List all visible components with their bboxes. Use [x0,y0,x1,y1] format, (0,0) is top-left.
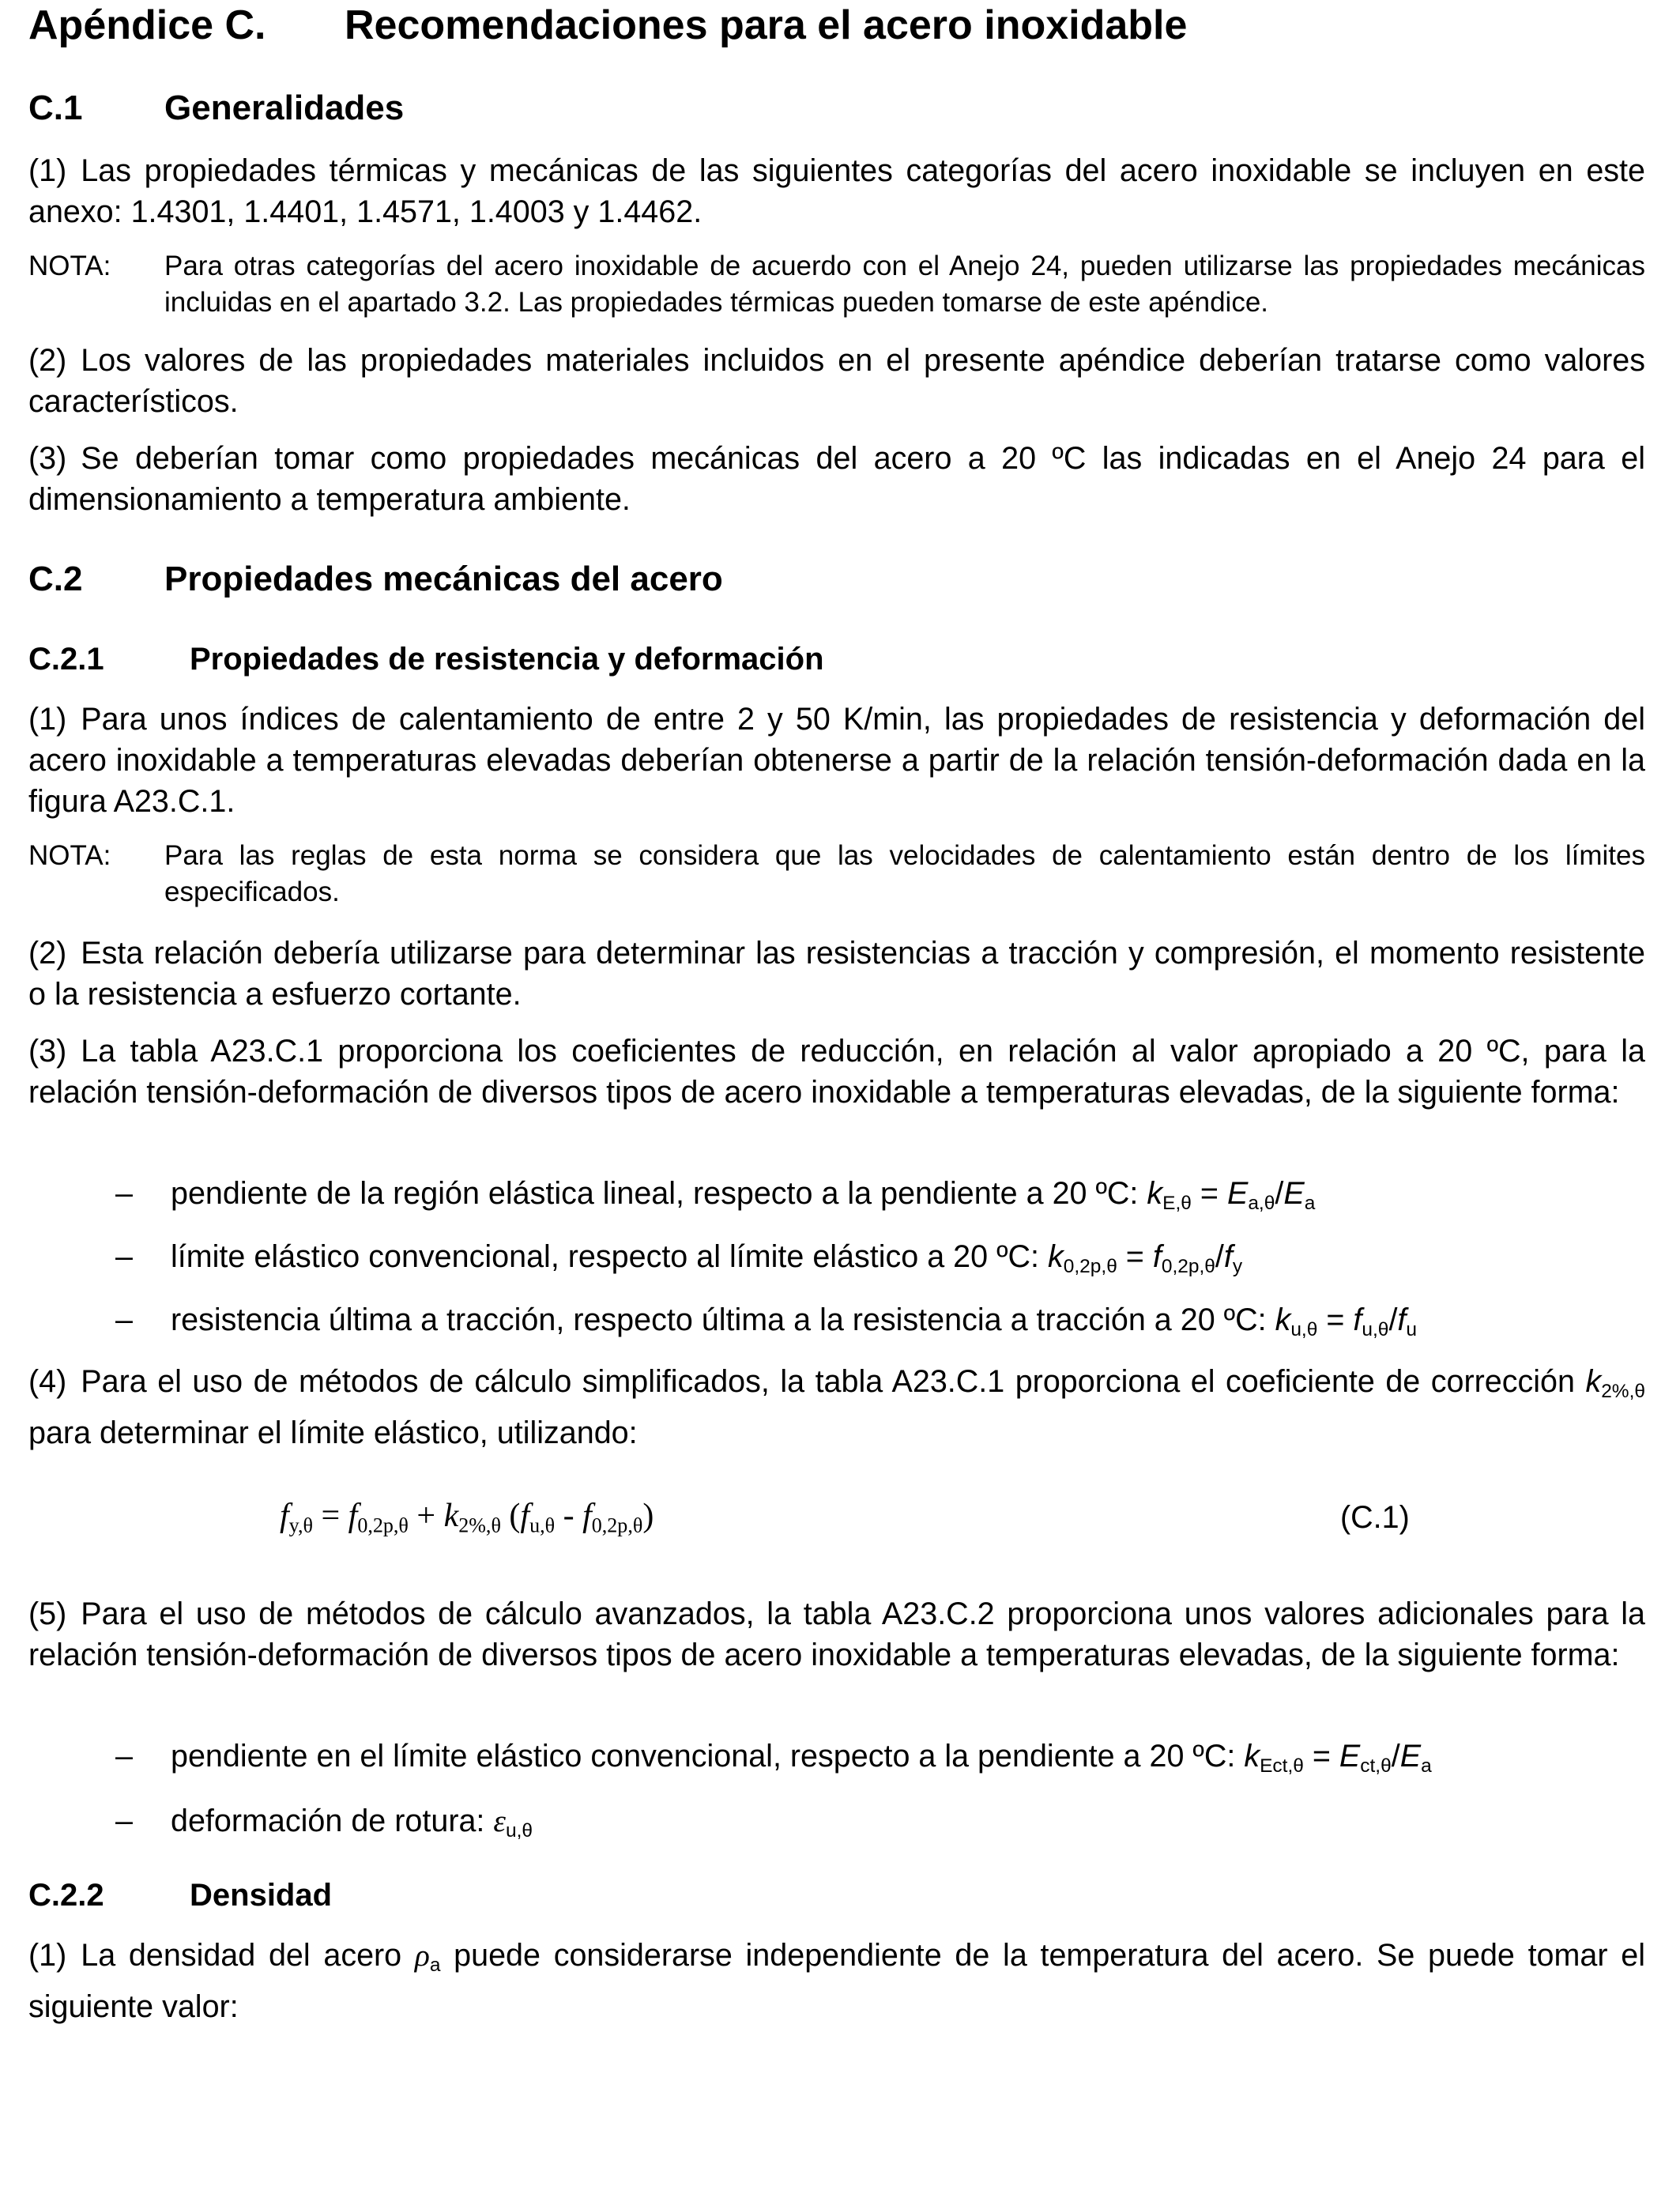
operator: / [1388,1302,1398,1337]
appendix-label: Apéndice C. [28,2,266,48]
paragraph-number: (4) [28,1364,67,1399]
subscript: a [1421,1755,1432,1777]
operator: / [1391,1739,1400,1774]
subscript: y,θ [288,1514,313,1537]
symbol: E [1283,1176,1305,1211]
c21-paragraph-4 [28,1361,1645,1453]
symbol: f [582,1498,592,1534]
section-c1-heading [28,89,405,128]
note-label: NOTA: [28,251,111,281]
symbol: k [1275,1302,1291,1337]
section-title: Propiedades de resistencia y deformación [190,642,824,677]
paragraph-number: (2) [28,936,67,971]
symbol: f [1397,1302,1407,1337]
subscript: u,θ [529,1514,556,1537]
symbol: E [1399,1739,1422,1774]
bullet-dash: – [115,1302,133,1337]
subscript: a [1304,1192,1316,1214]
paragraph-number: (1) [28,153,67,188]
symbol: k [443,1498,459,1534]
section-c2-heading [28,560,723,599]
subscript: 0,2p,θ [591,1514,643,1537]
operator: + [416,1498,436,1534]
subscript: 0,2p,θ [357,1514,409,1537]
paragraph-text: Se deberían tomar como propiedades mecánicas del acero a 20 ºC las indicadas en el Anejo 24 para el dimensionamiento a temperatura ambiente. [28,441,1645,517]
note-label: NOTA: [28,840,111,871]
bullet-label: límite elástico convencional, respecto al límite elástico a 20 ºC: [171,1239,1039,1274]
subscript: a [429,1954,441,1976]
symbol: f [520,1498,530,1534]
paragraph-text: Los valores de las propiedades materiales incluidos en el presente apéndice deberían tratarse como valores característicos. [28,343,1645,419]
bullet-text [171,1299,1417,1351]
bullet-label: pendiente de la región elástica lineal, respecto a la pendiente a 20 ºC: [171,1176,1139,1211]
operator: = [1326,1302,1345,1337]
paragraph-number: (3) [28,1034,67,1069]
symbol: ρ [414,1938,430,1973]
section-number: C.1 [28,89,83,127]
symbol: f [1223,1239,1233,1274]
subscript: u,θ [1362,1318,1389,1340]
paragraph-number: (2) [28,343,67,378]
c1-paragraph-1 [28,150,1645,232]
bullet-text [171,1736,1432,1787]
paragraph-text: Las propiedades térmicas y mecánicas de las siguientes categorías del acero inoxidable se incluyen en este anexo: 1.4301, 1.4401, 1.4571, 1.4003 y 1.4462. [28,153,1645,229]
paragraph-text: La tabla A23.C.1 proporciona los coeficientes de reducción, en relación al valor apropiado a 20 ºC, para la relación tensión-deformación de diversos tipos de acero inoxidable a temperaturas elevadas, de la siguiente forma: [28,1034,1645,1110]
section-title: Propiedades mecánicas del acero [164,560,723,598]
subscript: u,θ [1290,1318,1318,1340]
subscript: E,θ [1162,1192,1192,1214]
bullet-dash: – [115,1176,133,1211]
symbol: f [1152,1239,1162,1274]
bullet-label: resistencia última a tracción, respecto última a la resistencia a tracción a 20 ºC: [171,1302,1267,1337]
c21-paragraph-3 [28,1031,1645,1113]
symbol: ε [493,1804,506,1838]
c21-paragraph-2 [28,933,1645,1015]
subscript: y [1232,1255,1243,1277]
bullet-text [171,1236,1242,1287]
formula-c1 [280,1497,654,1537]
bullet-dash: – [115,1739,133,1774]
symbol: k [1244,1739,1260,1774]
symbol: f [280,1498,289,1534]
paragraph-number: (1) [28,1938,67,1973]
operator: = [1312,1739,1331,1774]
subscript: a,θ [1248,1192,1275,1214]
operator: = [321,1498,341,1534]
symbol: k [1147,1176,1163,1211]
section-title: Densidad [190,1878,333,1913]
subscript: 0,2p,θ [1161,1255,1215,1277]
symbol: E [1226,1176,1249,1211]
symbol: k [1047,1239,1064,1274]
symbol: f [1353,1302,1362,1337]
paragraph-number: (1) [28,702,67,737]
note-text: Para las reglas de esta norma se considera que las velocidades de calentamiento están dentro de los límites especificados. [164,840,1645,907]
operator: ) [642,1498,654,1534]
paragraph-number: (5) [28,1596,67,1631]
operator: / [1215,1239,1224,1274]
c21-paragraph-5 [28,1593,1645,1676]
operator: - [563,1498,574,1534]
equation-number: (C.1) [1340,1500,1410,1535]
bullet-text [171,1800,533,1852]
c1-paragraph-3 [28,438,1645,520]
section-c22-heading [28,1878,333,1913]
c21-paragraph-1 [28,699,1645,822]
c1-paragraph-2 [28,340,1645,422]
paragraph-text: puede considerarse independiente de la temperatura del acero. Se puede tomar el siguiente valor: [28,1938,1645,2024]
c22-paragraph-1 [28,1935,1645,2027]
c21-note [28,838,1645,910]
paragraph-text: Para el uso de métodos de cálculo avanzados, la tabla A23.C.2 proporciona unos valores adicionales para la relación tensión-deformación de diversos tipos de acero inoxidable a temperaturas elevadas, de la siguiente forma: [28,1596,1645,1672]
note-text: Para otras categorías del acero inoxidable de acuerdo con el Anejo 24, pueden utilizarse las propiedades mecánicas incluidas en el apartado 3.2. Las propiedades térmicas pueden tomarse de este apéndice. [164,251,1645,318]
paragraph-text: Para unos índices de calentamiento de entre 2 y 50 K/min, las propiedades de resistencia y deformación del acero inoxidable a temperaturas elevadas deberían obtenerse a partir de la relación tensión-deformación dada en la figura A23.C.1. [28,702,1645,819]
paragraph-text: Para el uso de métodos de cálculo simplificados, la tabla A23.C.1 proporciona el coeficiente de corrección [81,1364,1575,1399]
subscript: 0,2p,θ [1063,1255,1117,1277]
section-title: Generalidades [164,89,405,127]
subscript: 2%,θ [1601,1380,1645,1402]
paragraph-text: para determinar el límite elástico, utilizando: [28,1415,638,1450]
bullet-text [171,1173,1315,1224]
subscript: 2%,θ [458,1514,501,1537]
subscript: u,θ [505,1819,533,1842]
bullet-label: deformación de rotura: [171,1804,485,1838]
appendix-heading [28,2,1188,49]
paragraph-text: La densidad del acero [81,1938,402,1973]
operator: = [1200,1176,1219,1211]
symbol: f [348,1498,358,1534]
symbol: k [1585,1364,1602,1399]
operator: ( [509,1498,521,1534]
section-number: C.2.2 [28,1878,104,1913]
section-number: C.2 [28,560,83,598]
subscript: u [1406,1318,1418,1340]
subscript: ct,θ [1360,1755,1392,1777]
bullet-dash: – [115,1239,133,1274]
bullet-dash: – [115,1804,133,1838]
operator: / [1275,1176,1284,1211]
bullet-label: pendiente en el límite elástico convencional, respecto a la pendiente a 20 ºC: [171,1739,1236,1774]
operator: = [1125,1239,1144,1274]
section-c21-heading [28,642,824,677]
symbol: E [1339,1739,1361,1774]
paragraph-number: (3) [28,441,67,476]
section-number: C.2.1 [28,642,104,677]
subscript: Ect,θ [1260,1755,1304,1777]
c1-note [28,248,1645,321]
paragraph-text: Esta relación debería utilizarse para determinar las resistencias a tracción y compresión, el momento resistente o la resistencia a esfuerzo cortante. [28,936,1645,1012]
appendix-title: Recomendaciones para el acero inoxidable [345,2,1188,48]
